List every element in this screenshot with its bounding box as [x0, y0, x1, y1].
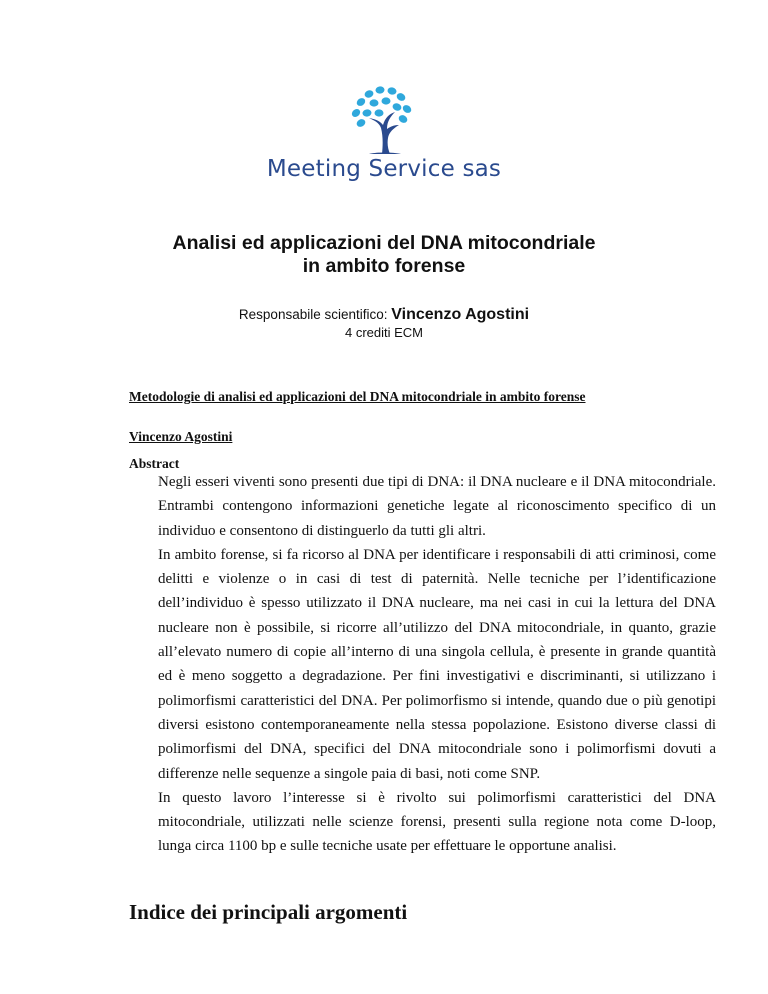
- responsabile-line: [0, 306, 768, 324]
- abstract-paragraph-3: In questo lavoro l’interesse si è rivolto sui polimorfismi caratteristici del DNA mitocondriale, utilizzati nelle scienze forensi, presenti sulla regione nota come D-loop, lunga circa 1100 bp e sulle tecniche usate per effettuare le opportune analisi.: [158, 789, 716, 855]
- abstract-paragraph-2: In ambito forense, si fa ricorso al DNA per identificare i responsabili di atti criminosi, come delitti e violenze o in casi di test di paternità. Nelle tecniche per l’identificazione dell’individuo è spesso utilizzato il DNA nucleare, ma nei casi in cui la lettura del DNA nucleare non è possibile, si ricorre all’utilizzo del DNA mitocondriale, in quanto, grazie all’elevato numero di copie all’interno di una singola cellula, è presente in grande quantità ed è meno soggetto a degradazione. Per fini investigativi e discriminanti, si utilizzano i polimorfismi caratteristici del DNA. Per polimorfismo si intende, quando due o più genotipi diversi esistono contemporaneamente nella stessa popolazione. Esistono diverse classi di polimorfismi del DNA, specifici del DNA mitocondriale sono i polimorfismi dovuti a differenze nelle sequenze a singole paia di basi, noti come SNP.: [158, 546, 716, 782]
- abstract-label: Abstract: [129, 456, 180, 471]
- paper-heading: Metodologie di analisi ed applicazioni del DNA mitocondriale in ambito forense: [129, 389, 586, 404]
- course-title-line2: in ambito forense: [302, 255, 466, 277]
- abstract-body: [158, 470, 716, 859]
- ecm-credits: 4 crediti ECM: [344, 325, 424, 340]
- brand-name: Meeting Service sas: [266, 156, 502, 182]
- paper-author: Vincenzo Agostini: [129, 429, 233, 444]
- responsabile-label: Responsabile scientifico:: [238, 307, 388, 322]
- logo: [0, 82, 768, 156]
- course-title-line1: Analisi ed applicazioni del DNA mitocondriale: [172, 232, 596, 254]
- course-title: [0, 232, 768, 278]
- tree-logo-icon: [339, 82, 429, 156]
- section-title: Indice dei principali argomenti: [129, 900, 408, 924]
- abstract-paragraph-1: Negli esseri viventi sono presenti due tipi di DNA: il DNA nucleare e il DNA mitocondriale. Entrambi contengono informazioni genetiche legate al riconoscimento specifico di un individuo e consentono di distinguerlo da tutti gli altri.: [158, 474, 716, 539]
- responsabile-name: Vincenzo Agostini: [391, 306, 530, 323]
